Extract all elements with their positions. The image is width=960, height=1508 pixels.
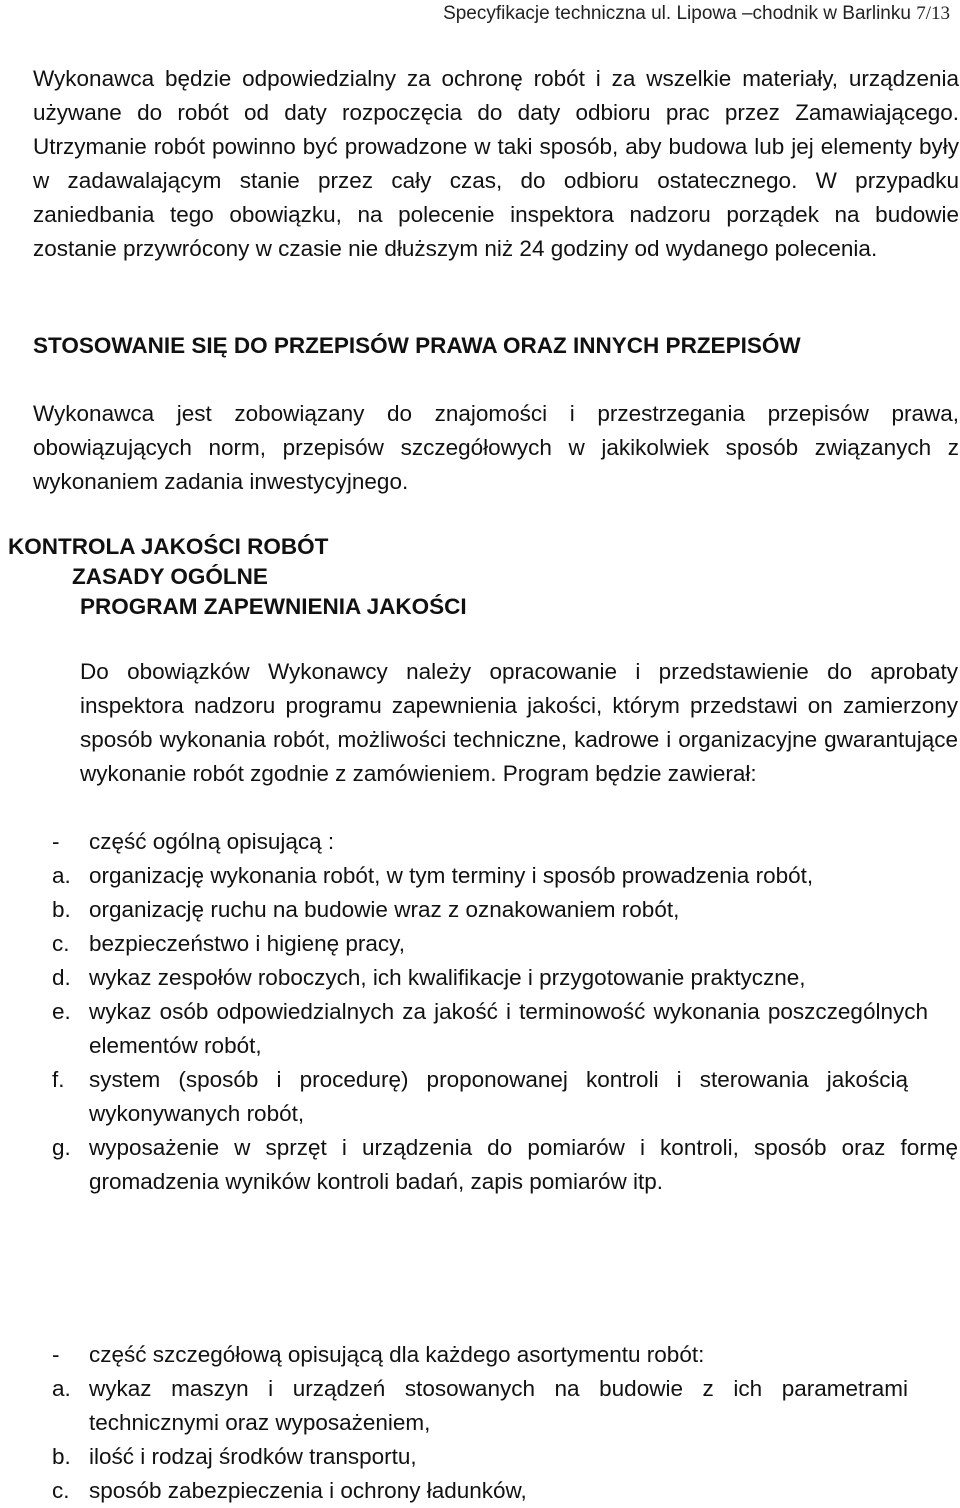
list-item: c. sposób zabezpieczenia i ochrony ładunków,	[52, 1478, 527, 1503]
document-title: Specyfikacje techniczna ul. Lipowa –chodnik w Barlinku	[443, 3, 911, 24]
detail-part-list	[52, 1372, 958, 1508]
intro-paragraph: Wykonawca będzie odpowiedzialny za ochronę robót i za wszelkie materiały, urządzenia używane do robót od daty rozpoczęcia do daty odbioru prac przez Zamawiającego. Utrzymanie robót powinno być prowadzone w taki sposób, aby budowa lub jej elementy były w zadawalającym stanie przez cały czas, do odbioru ostatecznego. W przypadku zaniedbania tego obowiązku, na polecenie inspektora nadzoru porządek na budowie zostanie przywrócony w czasie nie dłuższym niż 24 godziny od wydanego polecenia.	[33, 66, 959, 261]
page-header	[443, 0, 950, 28]
list-item: b. organizację ruchu na budowie wraz z oznakowaniem robót,	[52, 897, 680, 922]
general-part-label	[52, 825, 932, 859]
detail-part-label	[52, 1338, 932, 1372]
detail-part-text: część szczegółową opisującą dla każdego asortymentu robót:	[89, 1342, 705, 1367]
list-item: a. wykaz maszyn i urządzeń stosowanych na budowie z ich parametrami technicznymi oraz wyposażeniem,	[52, 1376, 908, 1435]
dash-marker: -	[52, 1342, 60, 1367]
page-number: 7/13	[916, 3, 950, 24]
general-part-text: część ogólną opisującą :	[89, 829, 335, 854]
heading-law: STOSOWANIE SIĘ DO PRZEPISÓW PRAWA ORAZ INNYCH PRZEPISÓW	[33, 333, 801, 358]
law-paragraph: Wykonawca jest zobowiązany do znajomości i przestrzegania przepisów prawa, obowiązujących norm, przepisów szczegółowych w jakikolwiek sposób związanych z wykonaniem zadania inwestycyjnego.	[33, 401, 959, 494]
list-item: e. wykaz osób odpowiedzialnych za jakość i terminowość wykonania poszczególnych elementów robót,	[52, 999, 928, 1058]
program-paragraph: Do obowiązków Wykonawcy należy opracowanie i przedstawienie do aprobaty inspektora nadzoru programu zapewnienia jakości, którym przedstawi on zamierzony sposób wykonania robót, możliwości techniczne, kadrowe i organizacyjne gwarantujące wykonanie robót zgodnie z zamówieniem. Program będzie zawierał:	[80, 659, 958, 786]
general-part-list	[52, 859, 958, 1199]
list-item: c. bezpieczeństwo i higienę pracy,	[52, 931, 406, 956]
heading-quality-control: KONTROLA JAKOŚCI ROBÓT	[8, 534, 329, 559]
dash-marker: -	[52, 829, 60, 854]
list-item: a. organizację wykonania robót, w tym terminy i sposób prowadzenia robót,	[52, 863, 814, 888]
heading-general-rules: ZASADY OGÓLNE	[72, 564, 268, 589]
heading-quality-program: PROGRAM ZAPEWNIENIA JAKOŚCI	[80, 594, 467, 619]
list-item: b. ilość i rodzaj środków transportu,	[52, 1444, 417, 1469]
list-item: f. system (sposób i procedurę) proponowanej kontroli i sterowania jakością wykonywanych robót,	[52, 1067, 908, 1126]
list-item: d. wykaz zespołów roboczych, ich kwalifikacje i przygotowanie praktyczne,	[52, 965, 806, 990]
list-item: g. wyposażenie w sprzęt i urządzenia do pomiarów i kontroli, sposób oraz formę gromadzenia wyników kontroli badań, zapis pomiarów itp.	[52, 1135, 958, 1194]
